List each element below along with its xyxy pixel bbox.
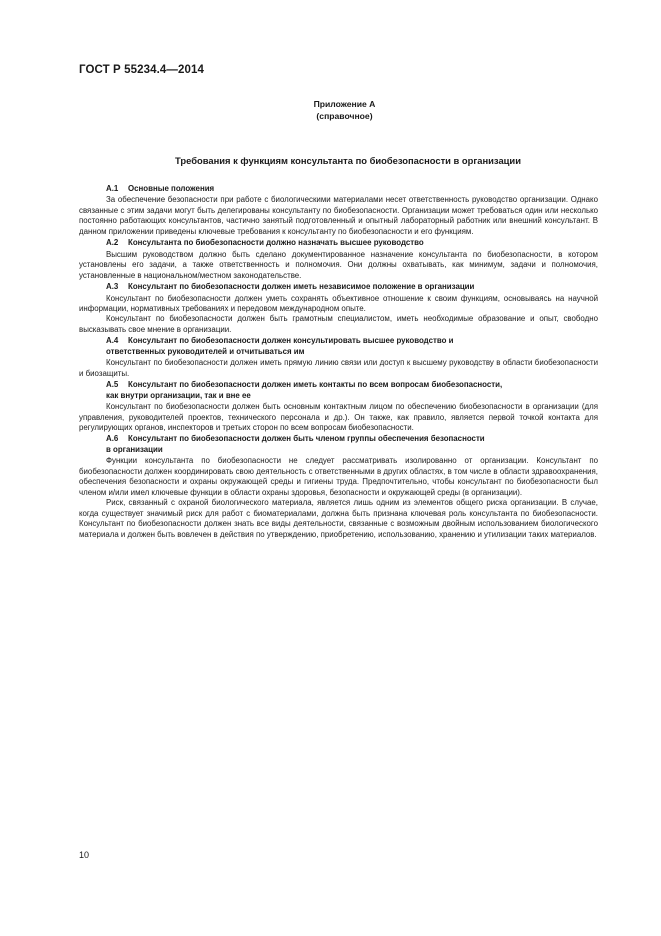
page-number: 10 [79,850,90,860]
paragraph: Консультант по биобезопасности должен быть основным контактным лицом по обеспечению биобезопасности в организации (для управления, руководителей проектов, технического персонала и др.). Он также, как правило, является первой точкой контакта для регулирующих органов, инспекторов и третьих сторон по всем вопросам биобезопасности. [79,402,598,432]
appendix-label: Приложение А [313,99,376,109]
section-heading-text: Консультант по биобезопасности должен иметь контакты по всем вопросам биобезопасности, [128,380,503,390]
section-number: А.4 [106,336,119,346]
section-heading [79,238,598,248]
section-heading-text: Консультант по биобезопасности должен иметь независимое положение в организации [128,282,475,292]
paragraph: Высшим руководством должно быть сделано документированное назначение консультанта по биобезопасности, в котором установлены его задачи, а также ответственность и полномочия. Они должны охватывать, как минимум, задачи и полномочия, установленные в национальном/местном законодательстве. [79,249,598,280]
section-heading [79,336,598,357]
paragraph: Риск, связанный с охраной биологического материала, является лишь одним из элементов общего риска организации. В случае, когда существует значимый риск для работ с биоматериалами, должна быть признана ключевая роль консультанта по биобезопасности. Консультант по биобезопасности должен знать все виды деятельности, связанные с возможным двойным использованием биологического материала и должен быть вовлечен в действия по утверждению, приобретению, использованию, хранению и утилизации таких материалов. [79,498,598,539]
section-heading-text: Консультанта по биобезопасности должно назначать высшее руководство [128,238,424,248]
section-heading-continuation: как внутри организации, так и вне ее [106,390,251,400]
section-heading-text: Консультант по биобезопасности должен консультировать высшее руководство и [128,336,454,346]
section-heading-text: Консультант по биобезопасности должен быть членом группы обеспечения безопасности [128,434,485,444]
section-number: А.1 [106,184,119,193]
document-title: Требования к функциям консультанта по биобезопасности в организации [175,155,521,166]
section-heading-text: Основные положения [128,184,215,193]
section-number: А.3 [106,282,119,292]
section-number: А.2 [106,238,119,248]
paragraph: Консультант по биобезопасности должен уметь сохранять объективное отношение к своим функциям, основываясь на научной информации, нормативных требованиях и передовом международном опыте. [79,293,598,313]
paragraph: За обеспечение безопасности при работе с биологическими материалами несет ответственность руководство организации. Однако связанные с этим задачи могут быть делегированы консультанту по биобезопасности. Организации может требоваться один или несколько постоянно работающих консультантов, частично занятый подготовленный и опытный лабораторный работник или внешний консультант. В данном приложении приведены ключевые требования к консультанту по биобезопасности и его функциям. [79,195,598,236]
paragraph: Консультант по биобезопасности должен иметь прямую линию связи или доступ к высшему руководству в области биобезопасности и биозащиты. [79,358,598,378]
paragraph: Функции консультанта по биобезопасности не следует рассматривать изолированно от организации. Консультант по биобезопасности должен координировать свою деятельность с ответственными в других областях, в том числе в области здравоохранения, обеспечения безопасности и охраны окружающей среды и гигиены труда. Предпочтительно, чтобы консультант по биобезопасности был членом и/или имел ключевые функции в области охраны здоровья, безопасности и окружающей среды (в организации). [79,456,598,497]
appendix-note: (справочное) [316,111,373,121]
document-body [79,183,598,540]
document-code: ГОСТ Р 55234.4—2014 [79,64,204,76]
section-number: А.5 [106,380,119,390]
section-heading [79,434,598,455]
section-heading-continuation: в организации [106,444,163,454]
section-number: А.6 [106,434,119,444]
section-heading-continuation: ответственных руководителей и отчитываться им [106,346,305,356]
paragraph: Консультант по биобезопасности должен быть грамотным специалистом, иметь необходимые образование и опыт, свободно высказывать свое мнение в организации. [79,314,598,334]
section-heading [79,380,598,401]
section-heading [79,184,598,194]
section-heading [79,282,598,292]
